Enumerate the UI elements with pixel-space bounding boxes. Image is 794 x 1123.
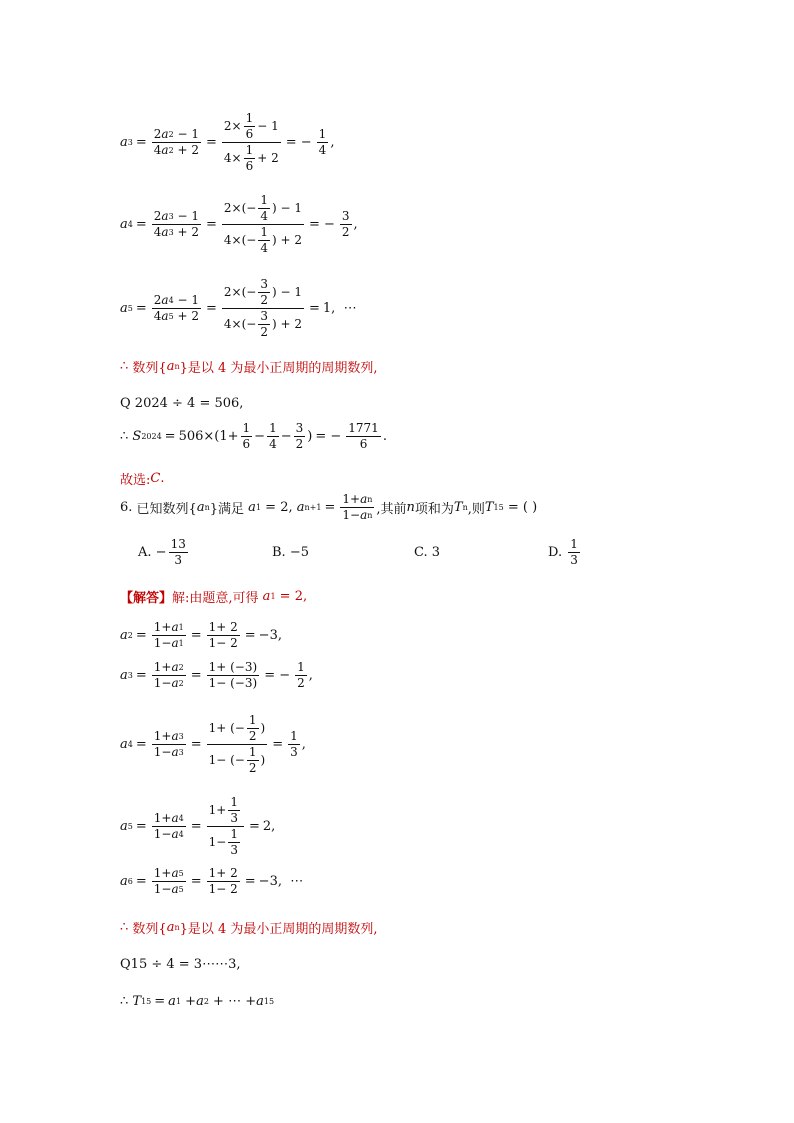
eq-b5: a 5 = 1+ a 4 1− a 4 = 1+ $\frac{1}{3}$ 1− $\frac{1}{3}$ = 2, bbox=[120, 795, 276, 857]
eq-a5: a 5 = 2 a 4 − 1 4 a 5 + 2 = 2×(− $\frac{3}{2}$ ) − 1 4×(− $\frac{3}{2}$ ) + 2 = 1 , ⋯ bbox=[120, 277, 357, 339]
eq-a4: a 4 = 2 a 3 − 1 4 a 3 + 2 = 2×(− $\frac{1}{4}$ ) − 1 4×(− $\frac{1}{4}$ ) + 2 = − $\frac{3}{2}$ , bbox=[120, 193, 358, 255]
eq-b6: a 6 = 1+ a 5 1− a 5 = $\frac{1+ 2}{1- 2}$ = −3, ⋯ bbox=[120, 866, 304, 896]
option-b[interactable]: B. −5 bbox=[272, 545, 309, 560]
option-c[interactable]: C. 3 bbox=[414, 545, 441, 560]
conclusion-period-1: ∴ 数列{ a n }是以 4 为最小正周期的周期数列, bbox=[120, 359, 378, 376]
answer-line: 故选: C . bbox=[120, 471, 165, 488]
eq-b2: a 2 = 1+ a 1 1− a 1 = $\frac{1+ 2}{1- 2}$ = −3, bbox=[120, 620, 282, 650]
conclusion-period-2: ∴ 数列{ a n }是以 4 为最小正周期的周期数列, bbox=[120, 920, 378, 937]
question-6: 6. 已知数列{ a n }满足 a 1 = 2, a n+1 = 1+ a n 1− a n ,其前 n 项和为 T n ,则 T 15 = ( ) bbox=[120, 492, 538, 522]
eq-b3: a 3 = 1+ a 2 1− a 2 = $\frac{1+ (-3)}{1- (-3)}$ = − $\frac{1}{2}$ , bbox=[120, 660, 313, 690]
eq-a3: a 3 = 2 a 2 − 1 4 a 2 + 2 = 2× $\frac{1}{6}$ − 1 4× $\frac{1}{6}$ + 2 = − $\frac{1}{4}$ , bbox=[120, 111, 335, 173]
option-a[interactable]: A. − $\frac{13}{3}$ bbox=[138, 537, 186, 567]
because-2024: Q 2024 ÷ 4 = 506, bbox=[120, 396, 244, 411]
solution-intro: 【解答】 解:由题意,可得 a 1 = 2, bbox=[120, 589, 308, 606]
eq-b4: a 4 = 1+ a 3 1− a 3 = 1+ (− $\frac{1}{2}$ ) 1− (− $\frac{1}{2}$ ) = $\frac{1}{3}$ , bbox=[120, 713, 306, 775]
option-d[interactable]: D. $\frac{1}{3}$ bbox=[548, 537, 578, 567]
t15-sum: ∴ T 15 = a 1 + a 2 + ⋯ + a 15 bbox=[120, 994, 275, 1009]
because-15: Q 15 ÷ 4 = 3⋯⋯3, bbox=[120, 957, 241, 972]
sum-2024: ∴ S 2024 = 506×(1+ $\frac{1}{6}$ − $\frac{1}{4}$ − $\frac{3}{2}$ ) = − $\frac{1771}{6}$ . bbox=[120, 421, 387, 451]
